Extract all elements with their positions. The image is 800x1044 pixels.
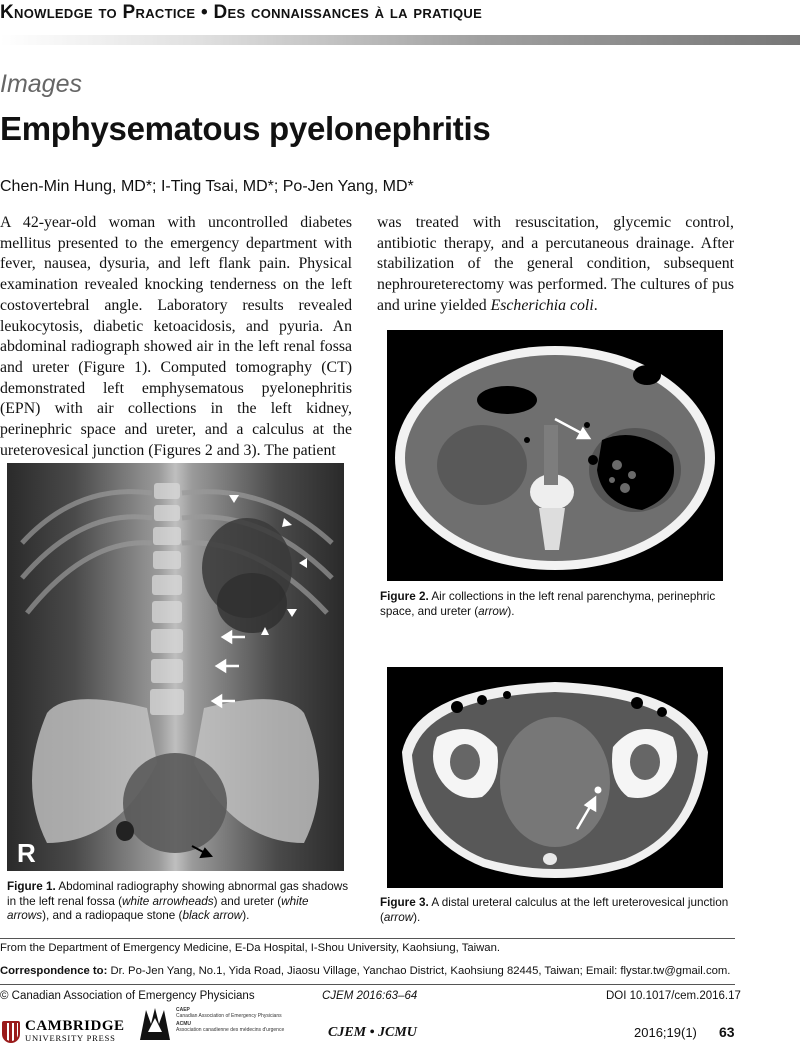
ct-pelvis-image: [387, 667, 723, 888]
publisher-name: CAMBRIDGE: [25, 1018, 125, 1034]
figure-3-caption-emphasis: arrow: [383, 910, 414, 924]
caep-name: Canadian Association of Emergency Physicians: [176, 1013, 282, 1019]
figure-3-label: Figure 3.: [380, 896, 429, 909]
caep-abbr: CAEP: [176, 1007, 190, 1013]
acmu-name: Association canadienne des médecins d'urgence: [176, 1027, 285, 1033]
figure-1-caption-emphasis: white arrowheads: [122, 894, 214, 908]
correspondence-note: [0, 965, 730, 977]
running-title: Knowledge to Practice • Des connaissances à la pratique: [0, 2, 483, 23]
correspondence-label: Correspondence to:: [0, 965, 108, 977]
caep-logo-icon: [138, 1006, 172, 1042]
affiliation-note: From the Department of Emergency Medicine, E-Da Hospital, I-Shou University, Kaohsiung, Taiwan.: [0, 942, 501, 954]
publisher-subname: UNIVERSITY PRESS: [25, 1033, 116, 1043]
body-text-column-1: A 42-year-old woman with uncontrolled diabetes mellitus presented to the emergency department with fever, nausea, dysuria, and left flank pain. Physical examination revealed knocking tenderness on the left costovertebral angle. Laboratory results revealed leukocytosis, diabetic ketoacidosis, and pyuria. An abdominal radiograph showed air in the left renal fossa and ureter (Figure 1). Computed tomography (CT) demonstrated left emphysematous pyelonephritis (EPN) with air collections in the left kidney, perinephric space and ureter, and a calculus at the ureterovesical junction (Figures 2 and 3). The patient: [0, 214, 352, 459]
journal-volume: 2016;19(1): [634, 1025, 697, 1040]
citation: CJEM 2016:63–64: [322, 990, 418, 1002]
figure-3-caption: [380, 896, 735, 925]
header-rule: [0, 35, 800, 45]
footnote-rule: [0, 984, 735, 985]
section-label: Images: [0, 70, 82, 98]
figure-1-caption-part: ) and ureter (: [213, 894, 282, 908]
publisher-logo: [25, 1019, 125, 1043]
figure-1-caption: [7, 880, 352, 924]
article-title: Emphysematous pyelonephritis: [0, 110, 491, 147]
figure-1-caption-part: ), and a radiopaque stone (: [42, 909, 183, 922]
body-text-col2-part: was treated with resuscitation, glycemic control, antibiotic therapy, and a percutaneous drainage. After stabilization of the general condition, subsequent nephroureterectomy was performed. The cultures of pus and urine yielded: [377, 214, 734, 314]
figure-2-caption-part: ).: [507, 604, 515, 618]
ct-abdomen-image: [387, 330, 723, 581]
figure-1-label: Figure 1.: [7, 880, 56, 893]
figure-2-caption: [380, 590, 735, 619]
figure-1-caption-emphasis: white arrows: [7, 894, 309, 922]
radiograph-side-marker: R: [17, 838, 36, 868]
radiograph-image: [7, 463, 344, 871]
footnote-rule: [0, 938, 735, 939]
doi: DOI 10.1017/cem.2016.17: [606, 990, 741, 1002]
body-text-column-2: [377, 213, 734, 317]
cambridge-shield-icon: [2, 1021, 20, 1043]
figure-2-caption-part: Air collections in the left renal parenchyma, perinephric space, and ureter (: [380, 590, 716, 618]
author-list: Chen-Min Hung, MD*; I-Ting Tsai, MD*; Po-Jen Yang, MD*: [0, 178, 414, 195]
figure-3-ct-scan: [387, 667, 723, 888]
figure-2-ct-scan: [387, 330, 723, 581]
acmu-abbr: ACMU: [176, 1021, 191, 1027]
figure-3-caption-part: A distal ureteral calculus at the left ureterovesical junction (: [380, 896, 729, 924]
figure-1-radiograph: [7, 463, 344, 871]
figure-1-caption-part: Abdominal radiography showing abnormal gas shadows in the left renal fossa (: [7, 880, 349, 908]
organism-name: Escherichia coli: [490, 296, 594, 314]
caep-text-block: [176, 1007, 284, 1033]
body-text-col2-end: .: [593, 296, 598, 314]
figure-1-caption-part: ).: [242, 909, 250, 922]
copyright-line: © Canadian Association of Emergency Physicians: [0, 990, 255, 1002]
figure-2-caption-emphasis: arrow: [478, 604, 508, 618]
correspondence-text: Dr. Po-Jen Yang, No.1, Yida Road, Jiaosu Village, Yanchao District, Kaohsiung 82445, Taiwan; Email: flystar.tw@gmail.com.: [107, 965, 731, 977]
figure-2-label: Figure 2.: [380, 590, 429, 603]
figure-3-caption-part: ).: [413, 910, 421, 924]
journal-name: CJEM • JCMU: [328, 1025, 417, 1040]
page-number: 63: [719, 1024, 735, 1040]
figure-1-caption-emphasis: black arrow: [182, 909, 243, 922]
